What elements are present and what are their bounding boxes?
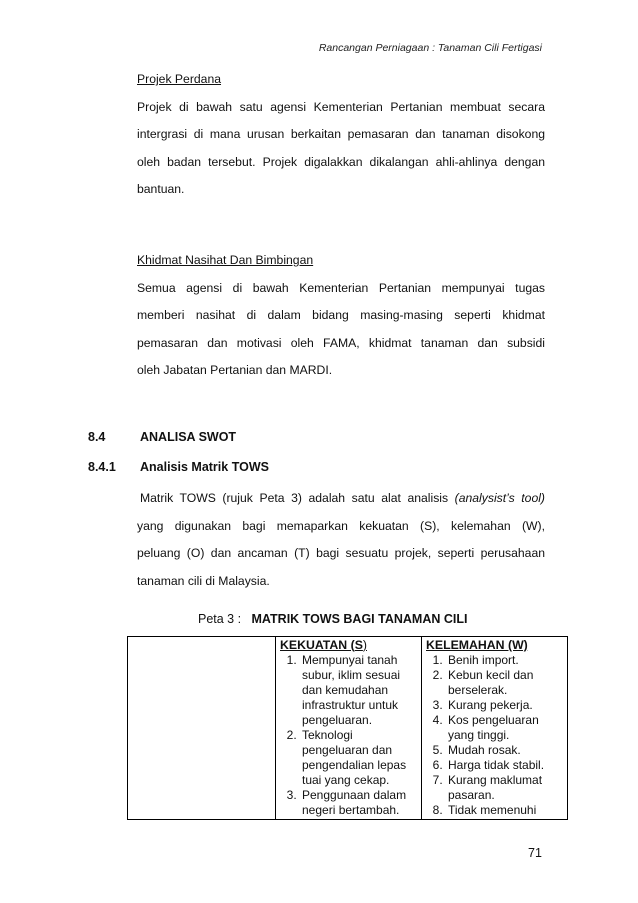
projek-perdana-line-3: oleh badan tersebut. Projek digalakkan dikalangan ahli-ahlinya dengan [137, 154, 545, 169]
projek-perdana-line-1: Projek di bawah satu agensi Kementerian Pertanian membuat secara [137, 99, 545, 114]
caption-label: Peta 3 : [198, 612, 242, 626]
empty-corner-cell [128, 637, 276, 820]
tows-line-1-italic: (analysist’s tool) [454, 491, 545, 505]
list-item: 7. Kurang maklumat pasaran. [446, 773, 563, 803]
kekuatan-cell [276, 637, 422, 820]
tows-paragraph [137, 485, 545, 595]
figure-caption [198, 612, 467, 626]
tows-line-4: tanaman cili di Malaysia. [137, 573, 270, 588]
caption-title: MATRIK TOWS BAGI TANAMAN CILI [251, 612, 468, 626]
khidmat-section [137, 247, 545, 385]
tows-line-3: peluang (O) dan ancaman (T) bagi sesuatu projek, seperti perusahaan [137, 546, 545, 560]
projek-perdana-heading: Projek Perdana [137, 72, 222, 86]
section-8-4-number: 8.4 [88, 430, 106, 444]
page-number: 71 [528, 846, 542, 860]
list-item: 3. Kurang pekerja. [446, 698, 563, 713]
khidmat-line-2: memberi nasihat di dalam bidang masing-masing seperti khidmat [137, 308, 545, 322]
projek-perdana-line-2: intergrasi di mana urusan berkaitan pemasaran dan tanaman disokong [137, 127, 545, 141]
list-item: 5. Mudah rosak. [446, 743, 563, 758]
tows-line-1 [137, 485, 545, 513]
kekuatan-heading-prefix: KEKUATAN ( [280, 638, 355, 652]
kekuatan-heading-letter: S [354, 638, 363, 652]
khidmat-line-3: pemasaran dan motivasi oleh FAMA, khidmat tanaman dan subsidi [137, 335, 545, 350]
projek-perdana-section [137, 66, 545, 204]
table-row [128, 637, 568, 820]
kekuatan-heading [280, 638, 417, 653]
khidmat-line-1: Semua agensi di bawah Kementerian Pertanian mempunyai tugas [137, 280, 545, 295]
tows-matrix-table [127, 636, 568, 820]
khidmat-line-4: oleh Jabatan Pertanian dan MARDI. [137, 363, 333, 377]
list-item: 1. Benih import. [446, 653, 563, 668]
kekuatan-heading-suffix: ) [362, 638, 367, 652]
khidmat-heading: Khidmat Nasihat Dan Bimbingan [137, 253, 314, 267]
list-item: 4. Kos pengeluaran yang tinggi. [446, 713, 563, 743]
projek-perdana-line-4: bantuan. [137, 182, 185, 196]
list-item: 3. Penggunaan dalam negeri bertambah. [300, 788, 417, 818]
tows-line-2: yang digunakan bagi memaparkan kekuatan (S), kelemahan (W), [137, 518, 545, 533]
list-item: 2. Teknologi pengeluaran dan pengendalian lepas tuai yang cekap. [300, 728, 417, 788]
running-header: Rancangan Perniagaan : Tanaman Cili Fertigasi [318, 42, 542, 54]
kekuatan-list [280, 653, 417, 818]
list-item: 6. Harga tidak stabil. [446, 758, 563, 773]
kelemahan-list [426, 653, 563, 818]
section-8-4-1-title: Analisis Matrik TOWS [140, 460, 269, 474]
list-item: 2. Kebun kecil dan berselerak. [446, 668, 563, 698]
kelemahan-cell [422, 637, 568, 820]
kelemahan-heading: KELEMAHAN (W) [426, 638, 528, 652]
section-8-4-1-number: 8.4.1 [88, 460, 116, 474]
tows-line-1-text: Matrik TOWS (rujuk Peta 3) adalah satu alat analisis [140, 491, 455, 505]
list-item: 1. Mempunyai tanah subur, iklim sesuai dan kemudahan infrastruktur untuk pengeluaran. [300, 653, 417, 728]
section-8-4-title: ANALISA SWOT [140, 430, 237, 444]
list-item: 8. Tidak memenuhi [446, 803, 563, 818]
